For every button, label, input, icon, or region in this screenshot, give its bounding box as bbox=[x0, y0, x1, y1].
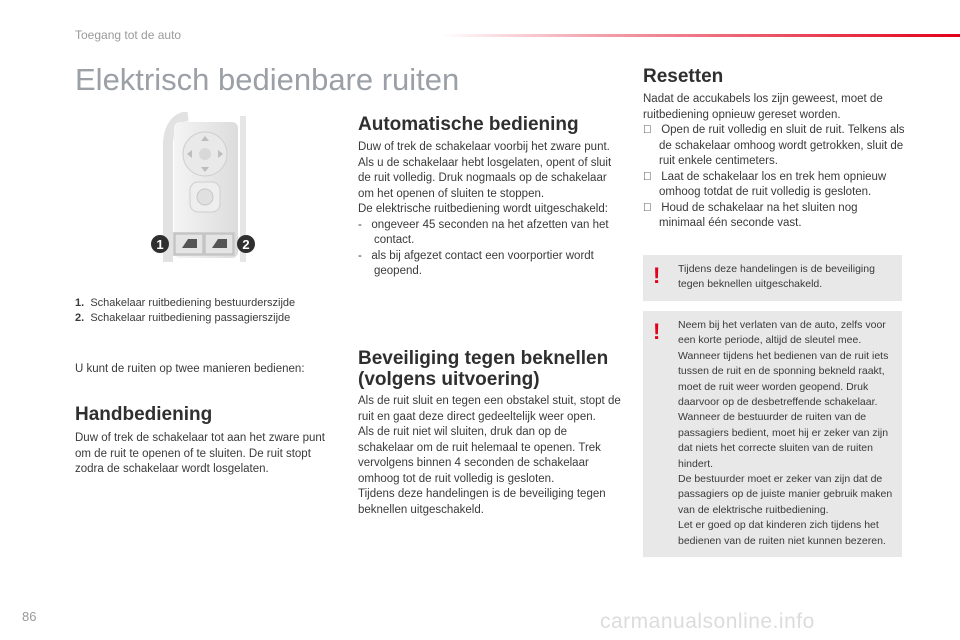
legend-item: 2. Schakelaar ruitbediening passagierszijde bbox=[75, 312, 291, 324]
callout-2-label: 2 bbox=[242, 237, 250, 252]
list-item: Houd de schakelaar na het sluiten nog minimaal één seconde vast. bbox=[643, 201, 899, 229]
heading-beveiliging: Beveiliging tegen beknellen (volgens uitvoering) bbox=[358, 348, 609, 390]
list-item: - ongeveer 45 seconden na het afzetten van het contact. bbox=[358, 218, 609, 246]
paragraph: De elektrische ruitbediening wordt uitgeschakeld: bbox=[358, 203, 608, 215]
warning-icon: ! bbox=[653, 263, 661, 288]
resetten-body bbox=[643, 92, 905, 232]
list-item: Open de ruit volledig en sluit de ruit. Telkens als de schakelaar omhoog wordt getrokken, sluit de ruit enkele centimeters. bbox=[643, 124, 904, 167]
list-item: Laat de schakelaar los en trek hem opnieuw omhoog totdat de ruit volledig is gesloten. bbox=[643, 170, 878, 198]
paragraph: Duw of trek de schakelaar voorbij het zware punt. Als u de schakelaar hebt losgelaten, opent of sluit de ruit volledig. Druk nogmaals op de schakelaar om het openen of sluiten te stoppen. bbox=[358, 141, 612, 200]
legend-item: 1. Schakelaar ruitbediening bestuurderszijde bbox=[75, 297, 296, 309]
list-item: - als bij afgezet contact een voorportier wordt geopend. bbox=[358, 249, 594, 277]
watermark-footer: carmanualsonline.info bbox=[600, 610, 815, 633]
warning-text: Neem bij het verlaten van de auto, zelfs voor een korte periode, altijd de sleutel mee. Wanneer tijdens het bedienen van de ruit iets tussen de ruit en de sponning bekneld raakt, moet de ruit weer worden geopend. Druk daarvoor op de desbetreffende schakelaar. Wanneer de bestuurder de ruiten van de passagiers bedient, moet hij er zeker van zijn dat niets het correcte sluiten van de ruiten hindert. De bestuurder moet er zeker van zijn dat de passagiers op de juiste manier gebruik maken van de elektrische ruitbediening. Let er goed op dat kinderen zich tijdens het bedienen van de ruiten niet kunnen bezeren. bbox=[678, 319, 893, 547]
page-title: Elektrisch bedienbare ruiten bbox=[75, 62, 460, 97]
window-switch-illustration bbox=[148, 112, 258, 262]
warning-icon: ! bbox=[653, 319, 661, 344]
paragraph: Tijdens deze handelingen is de beveiliging tegen beknellen uitgeschakeld. bbox=[358, 488, 606, 516]
illustration-legend bbox=[75, 296, 295, 326]
heading-handbediening: Handbediening bbox=[75, 404, 213, 425]
warning-box-1 bbox=[643, 255, 902, 301]
page-number: 86 bbox=[22, 609, 37, 624]
warning-box-2 bbox=[643, 311, 902, 557]
heading-automatisch: Automatische bediening bbox=[358, 114, 579, 135]
beveiliging-body bbox=[358, 394, 624, 518]
paragraph: Als de ruit sluit en tegen een obstakel stuit, stopt de ruit en gaat deze direct gedeeltelijk weer open. bbox=[358, 395, 621, 423]
callout-1-label: 1 bbox=[156, 237, 164, 252]
heading-resetten: Resetten bbox=[643, 66, 724, 87]
paragraph: Als de ruit niet wil sluiten, druk dan op de schakelaar om de ruit helemaal te openen. Trek vervolgens binnen 4 seconden de schakelaar omhoog tot de ruit volledig is gesloten. bbox=[358, 426, 601, 485]
warning-text: Tijdens deze handelingen is de beveiliging tegen beknellen uitgeschakeld. bbox=[678, 263, 875, 291]
paragraph: Nadat de accukabels los zijn geweest, moet de ruitbediening opnieuw gereset worden. bbox=[643, 93, 883, 121]
header-rule bbox=[440, 34, 960, 37]
handbediening-text: Duw of trek de schakelaar tot aan het zware punt om de ruit te openen of te sluiten. De ruit stopt zodra de schakelaar wordt losgelaten. bbox=[75, 432, 325, 475]
section-title: Toegang tot de auto bbox=[75, 28, 182, 42]
automatisch-body bbox=[358, 140, 620, 280]
intro-text: U kunt de ruiten op twee manieren bedienen: bbox=[75, 363, 305, 375]
